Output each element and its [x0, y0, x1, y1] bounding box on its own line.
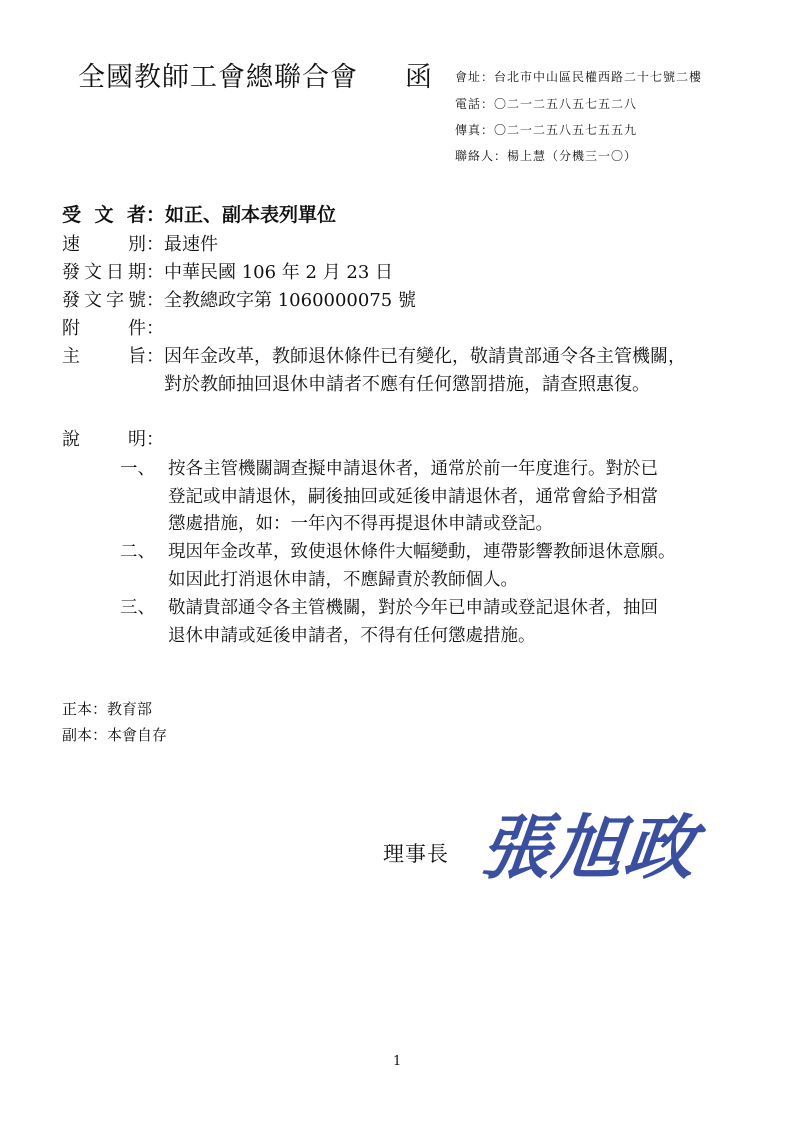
speed-value: 最速件 — [164, 234, 218, 255]
document-type: 函 — [405, 62, 432, 93]
chairman-title: 理事長 — [383, 842, 449, 866]
item-1-line-3: 懲處措施，如：一年內不得再提退休申請或登記。 — [168, 514, 553, 534]
colon: ： — [146, 290, 164, 311]
item-1-line-2: 登記或申請退休，嗣後抽回或延後申請退休者，通常會給予相當 — [168, 487, 658, 507]
number-row — [62, 286, 416, 312]
contact-person-line: 聯絡人：楊上慧（分機三一〇） — [455, 149, 638, 163]
colon: ： — [146, 262, 164, 283]
attachment-row — [62, 314, 164, 340]
recipient-value: 如正、副本表列單位 — [165, 204, 337, 226]
attachment-label: 附 件 — [62, 318, 146, 339]
subject-line-2: 對於教師抽回退休申請者不應有任何懲罰措施，請查照惠復。 — [164, 374, 650, 395]
date-value: 中華民國 106 年 2 月 23 日 — [164, 262, 394, 283]
item-2-line-1: 現因年金改革，致使退休條件大幅變動，連帶影響教師退休意願。 — [168, 542, 676, 562]
page-number: 1 — [393, 1054, 402, 1069]
fax-line: 傳真：〇二一二五八五七五五九 — [455, 123, 638, 137]
recipient-label: 受 文 者 — [62, 204, 146, 226]
item-3-line-2: 退休申請或延後申請者，不得有任何懲處措施。 — [168, 626, 536, 646]
item-1-line-1: 按各主管機關調查擬申請退休者，通常於前一年度進行。對於已 — [168, 459, 658, 479]
subject-row — [62, 342, 686, 368]
number-value: 全教總政字第 1060000075 號 — [164, 290, 416, 311]
colon: ： — [146, 204, 166, 226]
speed-label: 速 別 — [62, 234, 146, 255]
phone-line: 電話：〇二一二五八五七五二八 — [455, 97, 638, 111]
colon: ： — [146, 234, 164, 255]
item-2-line-2: 如因此打消退休申請，不應歸責於教師個人。 — [168, 570, 518, 590]
explanation-row — [62, 425, 164, 451]
subject-label: 主 旨 — [62, 346, 146, 367]
item-3-number: 三、 — [120, 598, 155, 618]
svg-text:張旭政: 張旭政 — [480, 806, 702, 889]
chairman-signature — [480, 800, 720, 894]
item-1-number: 一、 — [120, 459, 155, 479]
subject-line-1: 因年金改革，教師退休條件已有變化，敬請貴部通令各主管機關， — [164, 346, 686, 367]
date-row — [62, 258, 393, 284]
address-line: 會址：台北市中山區民權西路二十七號二樓 — [455, 70, 703, 84]
colon: ： — [146, 318, 164, 339]
item-3-line-1: 敬請貴部通令各主管機關，對於今年已申請或登記退休者，抽回 — [168, 598, 658, 618]
organization-name: 全國教師工會總聯合會 — [78, 62, 358, 93]
number-label: 發文字號 — [62, 290, 146, 311]
date-label: 發文日期 — [62, 262, 146, 283]
original-recipient: 正本：教育部 — [62, 700, 153, 718]
speed-row — [62, 230, 218, 256]
colon: ： — [146, 429, 164, 450]
item-2-number: 二、 — [120, 542, 155, 562]
recipient-row — [62, 200, 336, 227]
colon: ： — [146, 346, 164, 367]
signature-image — [480, 800, 720, 890]
explanation-label: 說 明 — [62, 429, 146, 450]
duplicate-recipient: 副本：本會自存 — [62, 726, 168, 744]
